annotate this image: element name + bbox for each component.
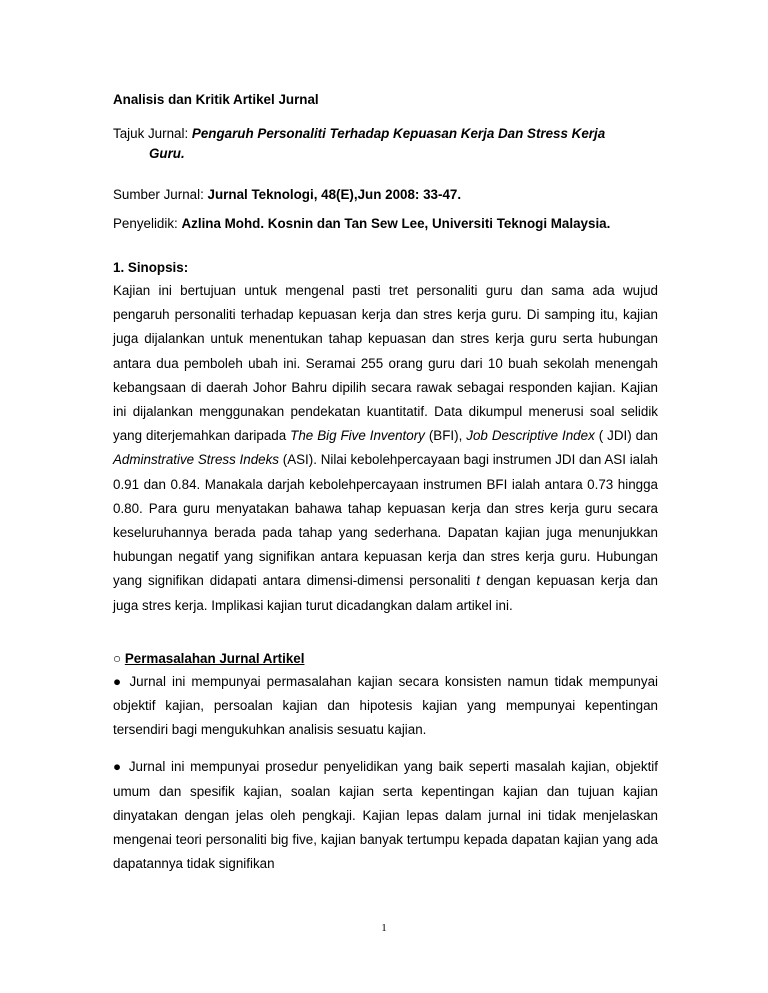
permasalahan-point-1 [113,670,658,743]
sumber-jurnal [113,185,658,205]
permasalahan-point-2-text: Jurnal ini mempunyai prosedur penyelidikan yang baik seperti masalah kajian, objektif umum dan spesifik kajian, soalan kajian serta kepentingan kajian dan tujuan kajian dinyatakan dengan jelas oleh pengkaji. Kajian lepas dalam jurnal ini tidak menjelaskan mengenai teori personaliti big five, kajian banyak tertumpu kepada dapatan kajian yang ada dapatannya tidak signifikan [113,759,658,872]
tajuk-value-continued: Guru. [149,146,185,161]
sinopsis-heading: 1. Sinopsis: [113,260,189,275]
sinopsis-text-5: dengan kepuasan kerja dan juga stres kerja. Implikasi kajian turut dicadangkan dalam artikel ini. [113,573,658,613]
tajuk-jurnal [113,124,658,144]
filled-bullet-icon: ● [113,673,124,689]
tajuk-label: Tajuk Jurnal: [113,126,189,141]
filled-bullet-icon: ● [113,759,124,775]
page-content [113,90,658,876]
sinopsis-paragraph [113,279,658,618]
permasalahan-title: Permasalahan Jurnal Artikel [124,650,305,666]
permasalahan-point-1-text: Jurnal ini mempunyai permasalahan kajian secara konsisten namun tidak mempunyai objektif kajian, persoalan kajian dan hipotesis kajian yang mempunyai kepentingan tersendiri bagi mengukuhkan analisis sesuatu kajian. [113,673,658,738]
permasalahan-heading [113,648,658,670]
permasalahan-point-2 [113,755,658,876]
penyelidik-value: Azlina Mohd. Kosnin dan Tan Sew Lee, Universiti Teknogi Malaysia. [181,216,611,231]
sinopsis-italic-bfi: The Big Five Inventory [290,428,425,444]
sumber-label: Sumber Jurnal: [113,187,204,202]
hollow-bullet-icon: ○ [113,650,122,666]
sinopsis-text-1: Kajian ini bertujuan untuk mengenal pasti tret personaliti guru dan sama ada wujud pengaruh personaliti terhadap kepuasan kerja dan stres kerja guru. Di samping itu, kajian juga dijalankan untuk menentukan tahap kepuasan dan stres kerja guru serta hubungan antara dua pemboleh ubah ini. Seramai 255 orang guru dari 10 buah sekolah menengah kebangsaan di daerah Johor Bahru dipilih secara rawak sebagai responden kajian. Kajian ini dijalankan menggunakan pendekatan kuantitatif. Data dikumpul menerusi soal selidik yang diterjemahkan daripada [113,283,658,444]
page-number: 1 [381,922,387,934]
sinopsis-text-2: (BFI), [424,428,467,444]
sinopsis-text-4: (ASI). Nilai kebolehpercayaan bagi instrumen JDI dan ASI ialah 0.91 dan 0.84. Manakala darjah kebolehpercayaan instrumen BFI ialah antara 0.73 hingga 0.80. Para guru menyatakan bahawa tahap kepuasan kerja dan stres kerja guru secara keseluruhannya berada pada tahap yang sederhana. Dapatan kajian juga menunjukkan hubungan negatif yang signifikan antara kepuasan kerja dan stres kerja guru. Hubungan yang signifikan didapati antara dimensi-dimensi personaliti [113,452,658,589]
penyelidik [113,214,658,234]
sumber-value: Jurnal Teknologi, 48(E),Jun 2008: 33-47. [207,187,462,202]
document-title: Analisis dan Kritik Artikel Jurnal [113,92,319,107]
sinopsis-italic-asi: Adminstrative Stress Indeks [113,452,279,468]
tajuk-value: Pengaruh Personaliti Terhadap Kepuasan Kerja Dan Stress Kerja [191,126,606,141]
penyelidik-label: Penyelidik: [113,216,178,231]
sinopsis-text-3: ( JDI) dan [594,428,658,444]
sinopsis-italic-jdi: Job Descriptive Index [466,428,595,444]
sinopsis-italic-t: t [476,573,481,589]
